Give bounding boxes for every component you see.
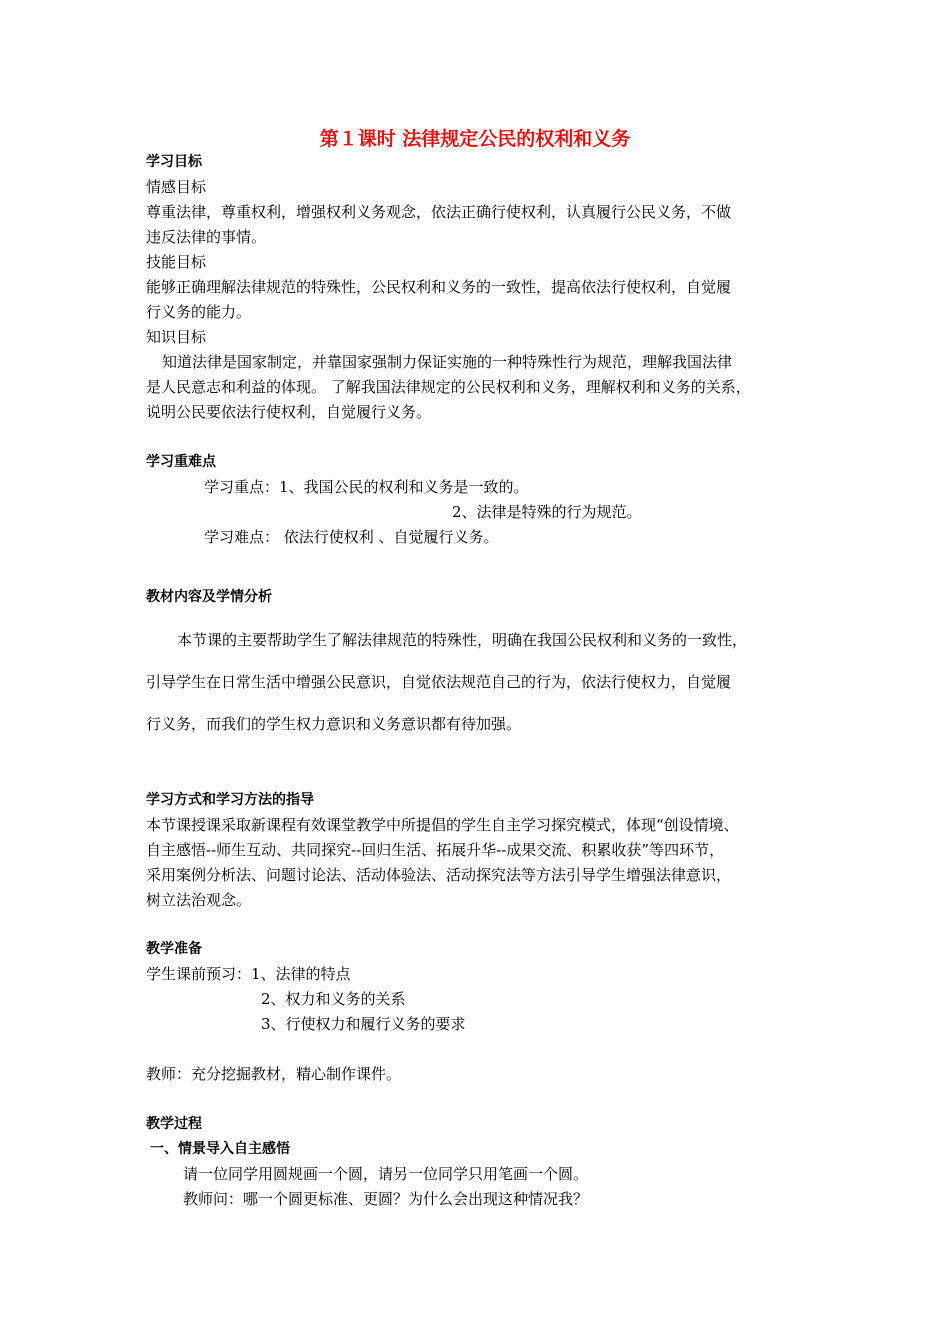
methods-text-1: 本节课授课采取新课程有效课堂教学中所提倡的学生自主学习探究模式，体现“创设情境、 — [146, 816, 739, 834]
methods-text-3: 采用案例分析法、问题讨论法、活动体验法、活动探究法等方法引导学生增强法律意识， — [146, 866, 732, 884]
knowledge-objective-heading: 知识目标 — [146, 328, 207, 346]
process-text-1: 请一位同学用圆规画一个圆，请另一位同学只用笔画一个圆。 — [183, 1165, 589, 1183]
skill-objective-heading: 技能目标 — [146, 253, 207, 271]
analysis-text-1: 本节课的主要帮助学生了解法律规范的特殊性，明确在我国公民权利和义务的一致性， — [177, 631, 748, 649]
student-preview-2: 2、权力和义务的关系 — [261, 990, 406, 1008]
key-points-heading: 学习重难点 — [146, 454, 216, 470]
objectives-heading: 学习目标 — [146, 154, 202, 170]
preparation-heading: 教学准备 — [146, 941, 202, 957]
knowledge-objective-text-2: 是人民意志和利益的体现。 了解我国法律规定的公民权利和义务，理解权利和义务的关系， — [146, 378, 751, 396]
student-preview-1: 学生课前预习：1、法律的特点 — [146, 965, 351, 983]
teacher-preparation: 教师：充分挖掘教材，精心制作课件。 — [146, 1065, 402, 1083]
skill-objective-text-2: 行义务的能力。 — [146, 303, 252, 321]
knowledge-objective-text-3: 说明公民要依法行使权利，自觉履行义务。 — [146, 403, 432, 421]
focus-point-1: 学习重点：1、我国公民的权利和义务是一致的。 — [204, 478, 529, 496]
emotional-objective-text-2: 违反法律的事情。 — [146, 228, 267, 246]
process-heading: 教学过程 — [146, 1116, 202, 1132]
student-preview-3: 3、行使权力和履行义务的要求 — [261, 1015, 466, 1033]
process-section-1-heading: 一、情景导入自主感悟 — [150, 1141, 290, 1157]
methods-text-4: 树立法治观念。 — [146, 891, 252, 909]
document-title: 第１课时 法律规定公民的权利和义务 — [319, 128, 631, 150]
emotional-objective-heading: 情感目标 — [146, 178, 207, 196]
analysis-text-3: 行义务，而我们的学生权力意识和义务意识都有待加强。 — [146, 715, 522, 733]
methods-text-2: 自主感悟--师生互动、共同探究--回归生活、拓展升华--成果交流、积累收获”等四环节， — [146, 841, 725, 859]
knowledge-objective-text-1: 知道法律是国家制定，并靠国家强制力保证实施的一种特殊性行为规范，理解我国法律 — [162, 353, 733, 371]
emotional-objective-text-1: 尊重法律，尊重权利，增强权利义务观念，依法正确行使权利，认真履行公民义务，不做 — [146, 203, 732, 221]
focus-point-2: 2、法律是特殊的行为规范。 — [452, 503, 642, 521]
process-text-2: 教师问：哪一个圆更标准、更圆？为什么会出现这种情况我？ — [183, 1190, 589, 1208]
skill-objective-text-1: 能够正确理解法律规范的特殊性，公民权利和义务的一致性，提高依法行使权利，自觉履 — [146, 278, 732, 296]
analysis-text-2: 引导学生在日常生活中增强公民意识，自觉依法规范自己的行为，依法行使权力，自觉履 — [146, 673, 732, 691]
difficulty-point: 学习难点： 依法行使权利 、自觉履行义务。 — [204, 528, 499, 546]
methods-heading: 学习方式和学习方法的指导 — [146, 792, 314, 808]
analysis-heading: 教材内容及学情分析 — [146, 589, 272, 605]
